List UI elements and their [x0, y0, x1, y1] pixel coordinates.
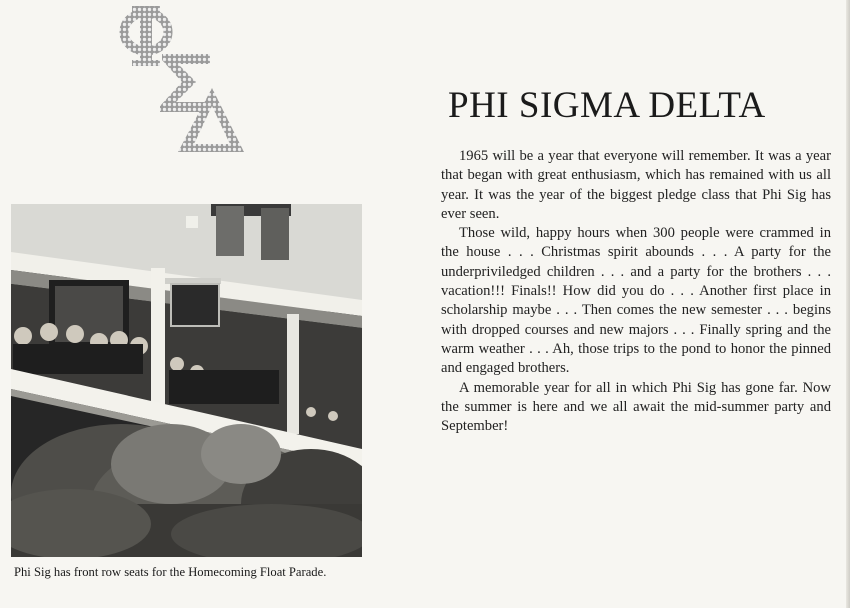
porch-photo — [11, 204, 362, 557]
article-paragraph: Those wild, happy hours when 300 people were crammed in the house . . . Christmas spirit abounds . . . A party for the underpriviledged children . . . and a party for the brothers . . . vacation!!! Finals!! How did you do . . . Another first place in scholarship maybe . . . Then comes the new semester . . . begins with dropped courses and new majors . . . Finally spring and the warm weather . . . Ah, those trips to the pond to honor the pinned and engaged brothers. — [441, 225, 831, 377]
article-title: PHI SIGMA DELTA — [448, 85, 766, 126]
sigma-letter — [160, 54, 210, 112]
greek-letters-emblem — [112, 2, 250, 154]
article-paragraph: A memorable year for all in which Phi Sig has gone far. Now the summer is here and we all await the mid-summer party and September! — [441, 379, 831, 435]
delta-letter — [178, 88, 244, 152]
article-body — [441, 147, 831, 436]
page-edge — [846, 0, 850, 608]
article-paragraph: 1965 will be a year that everyone will remember. It was a year that began with great enthusiasm, which has remained with us all year. It was the year of the biggest pledge class that Phi Sig has ever seen. — [441, 148, 831, 222]
phi-letter — [124, 6, 168, 66]
photo-caption: Phi Sig has front row seats for the Homecoming Float Parade. — [14, 565, 327, 579]
